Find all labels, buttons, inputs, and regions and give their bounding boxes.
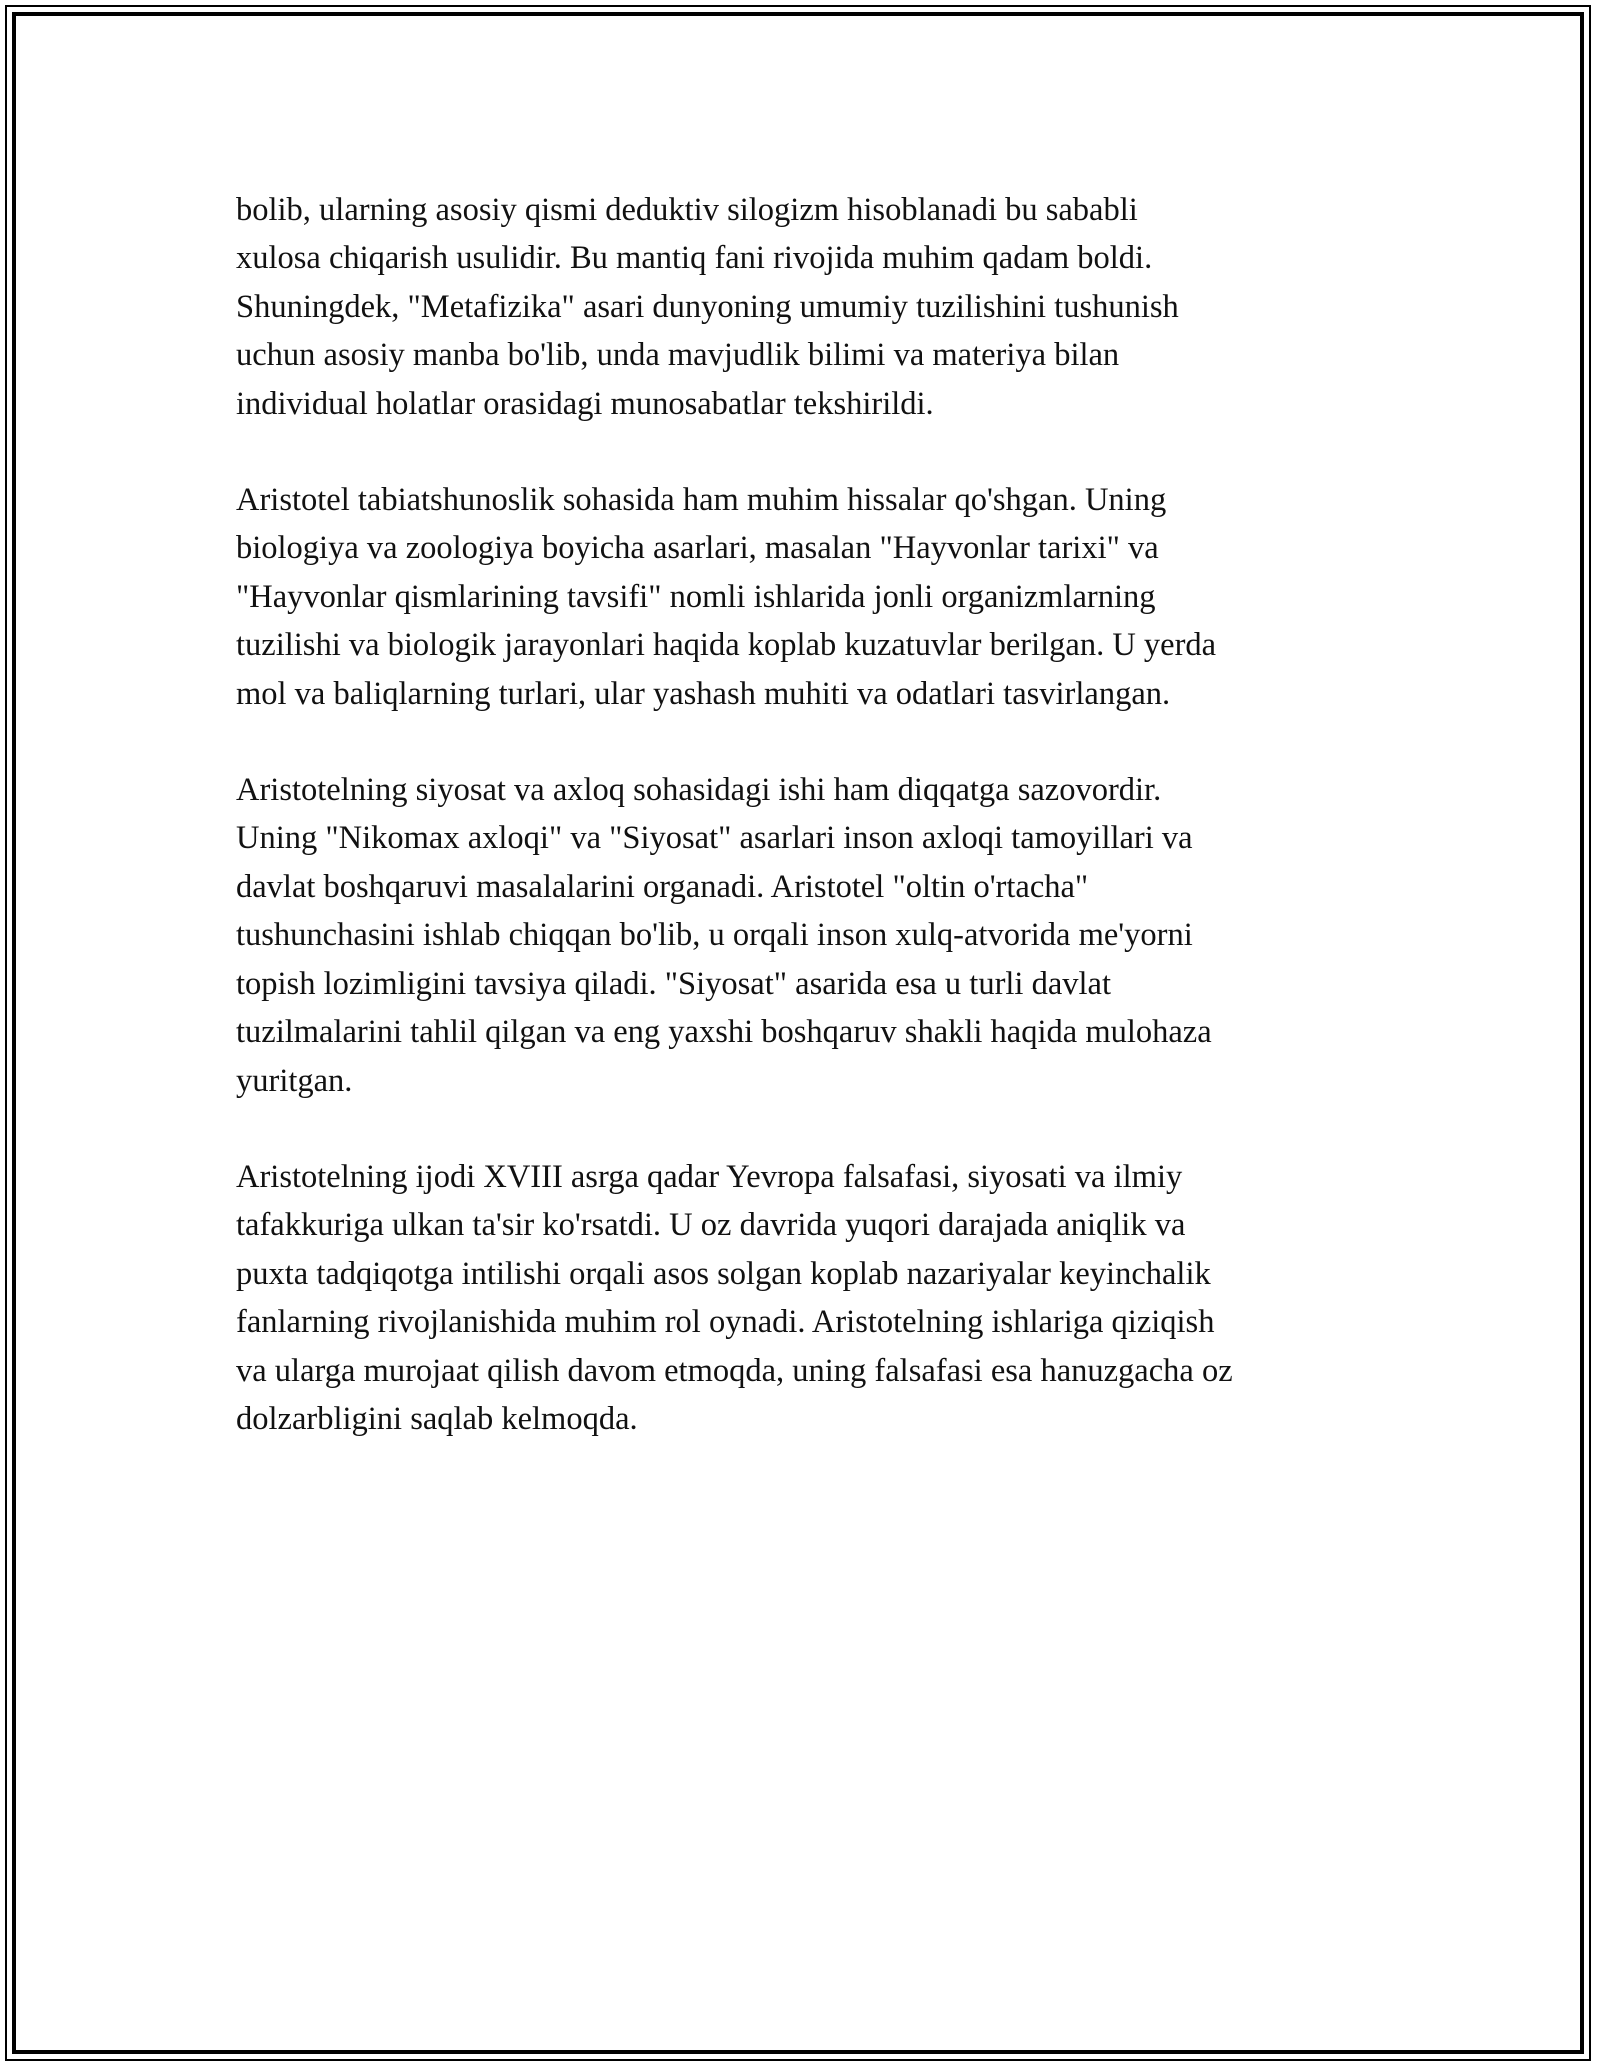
text-line: Uning "Nikomax axloqi" va "Siyosat" asarlari inson axloqi tamoyillari va (236, 820, 1193, 857)
text-line: tafakkuriga ulkan ta'sir ko'rsatdi. U oz davrida yuqori darajada aniqlik va (236, 1207, 1186, 1244)
paragraph-legacy (236, 1153, 1366, 1443)
text-line: tushunchasini ishlab chiqqan bo'lib, u orqali inson xulq-atvorida me'yorni (236, 917, 1193, 954)
text-line: dolzarbligini saqlab kelmoqda. (236, 1400, 638, 1437)
paragraph-logic-metaphysics (236, 186, 1366, 428)
text-line: "Hayvonlar qismlarining tavsifi" nomli ishlarida jonli organizmlarning (236, 578, 1156, 615)
text-line: Aristotel tabiatshunoslik sohasida ham muhim hissalar qo'shgan. Uning (236, 482, 1167, 519)
text-line: va ularga murojaat qilish davom etmoqda, uning falsafasi esa hanuzgacha oz (236, 1352, 1233, 1389)
text-line: tuzilishi va biologik jarayonlari haqida koplab kuzatuvlar berilgan. U yerda (236, 627, 1217, 664)
text-line: yuritgan. (236, 1062, 353, 1099)
text-line: uchun asosiy manba bo'lib, unda mavjudlik bilimi va materiya bilan (236, 337, 1120, 374)
text-line: puxta tadqiqotga intilishi orqali asos solgan koplab nazariyalar keyinchalik (236, 1255, 1211, 1292)
text-line: topish lozimligini tavsiya qiladi. "Siyosat" asarida esa u turli davlat (236, 965, 1111, 1002)
text-line: individual holatlar orasidagi munosabatlar tekshirildi. (236, 385, 934, 422)
text-line: biologiya va zoologiya boyicha asarlari, masalan "Hayvonlar tarixi" va (236, 530, 1159, 567)
text-line: fanlarning rivojlanishida muhim rol oynadi. Aristotelning ishlariga qiziqish (236, 1304, 1215, 1341)
paragraph-politics-ethics (236, 766, 1366, 1105)
text-line: bolib, ularning asosiy qismi deduktiv silogizm hisoblanadi bu sababli (236, 192, 1138, 228)
text-line: xulosa chiqarish usulidir. Bu mantiq fani rivojida muhim qadam boldi. (236, 240, 1153, 277)
text-line: tuzilmalarini tahlil qilgan va eng yaxshi boshqaruv shakli haqida mulohaza (236, 1014, 1212, 1051)
text-line: Aristotelning ijodi XVIII asrga qadar Yevropa falsafasi, siyosati va ilmiy (236, 1158, 1183, 1195)
text-line: Shuningdek, "Metafizika" asari dunyoning umumiy tuzilishini tushunish (236, 288, 1179, 325)
paragraph-natural-science (236, 476, 1366, 718)
text-line: mol va baliqlarning turlari, ular yashash muhiti va odatlari tasvirlangan. (236, 675, 1171, 712)
text-line: davlat boshqaruvi masalalarini organadi. Aristotel "oltin o'rtacha" (236, 868, 1089, 905)
text-line: Aristotelning siyosat va axloq sohasidagi ishi ham diqqatga sazovordir. (236, 772, 1162, 809)
document-body (236, 186, 1366, 1491)
